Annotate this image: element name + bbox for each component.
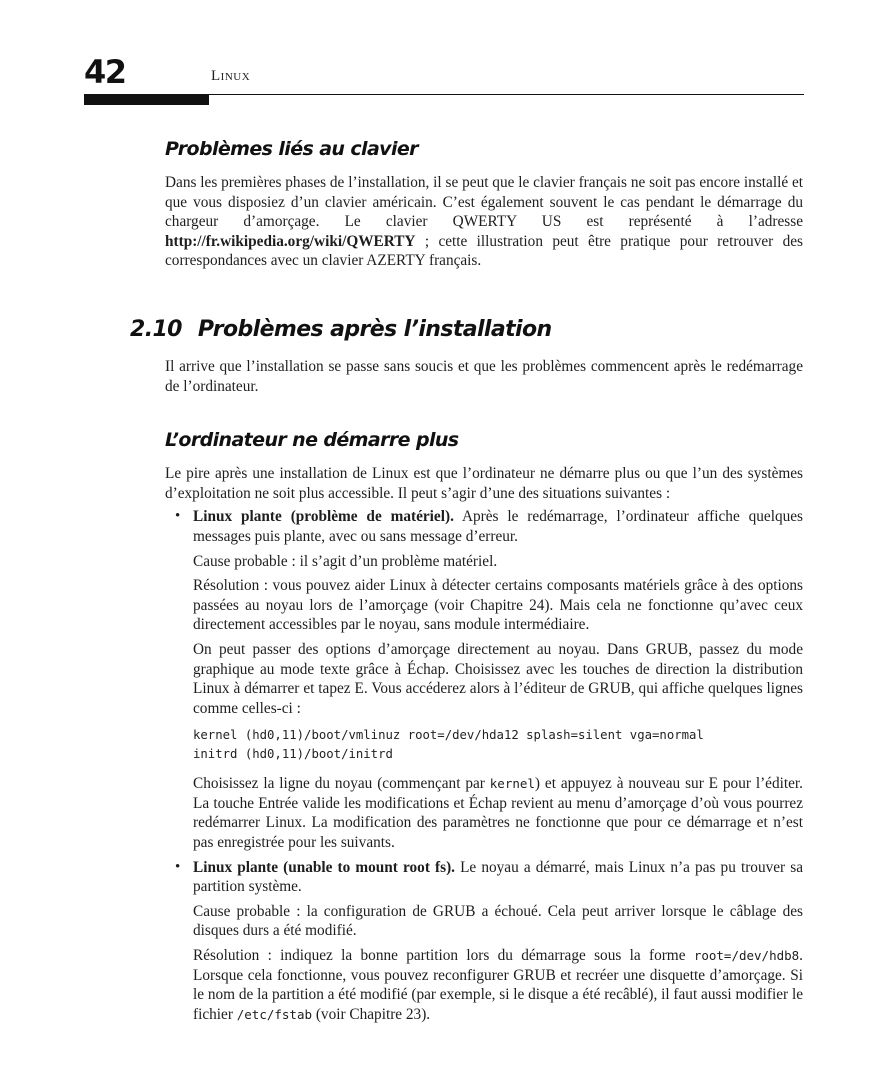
bullet-2-cause: Cause probable : la configuration de GRUB a échoué. Cela peut arriver lorsque le câblage des disques durs a été modifié. xyxy=(193,902,803,940)
section-title: Problèmes après l’installation xyxy=(197,316,552,342)
resolution-text-3: (voir Chapitre 23). xyxy=(312,1005,431,1023)
bullet-1-lead-paragraph xyxy=(193,507,803,546)
kernel-keyword: kernel xyxy=(489,776,535,792)
bullet-1-resolution: Résolution : vous pouvez aider Linux à détecter certains composants matériels grâce à des options passées au noyau lors de l’amorçage (voir Chapitre 24). Mais cela ne fonctionne qu’avec ceux directement accessibles par le noyau, sans module intermédiaire. xyxy=(193,577,803,634)
keyboard-paragraph xyxy=(165,173,803,271)
page-number: 42 xyxy=(84,53,126,91)
bullet-1-after-code xyxy=(193,774,803,852)
keyboard-text-end: ; cette illustration peut être pratique pour retrouver des correspondances avec un clavier AZERTY français. xyxy=(165,232,803,270)
bullet-2-resolution xyxy=(193,946,803,1024)
running-title: Linux xyxy=(211,68,251,84)
bullet-icon: • xyxy=(175,858,181,875)
bullet-2-lead-paragraph xyxy=(193,858,803,897)
section-number: 2.10 xyxy=(130,316,182,342)
section-intro: Il arrive que l’installation se passe sans soucis et que les problèmes commencent après le redémarrage de l’ordinateur. xyxy=(165,357,803,395)
keyboard-text-start: Dans les premières phases de l’installation, il se peut que le clavier français ne soit pas encore installé et que vous disposiez d’un clavier américain. C’est également souvent le cas pendant le démarrage du chargeur d’amorçage. Le clavier QWERTY US est représenté à l’adresse xyxy=(165,174,803,231)
after-code-text-2: ) et appuyez à nouveau sur E pour l’éditer. La touche Entrée valide les modifications et Échap revient au menu d’amorçage d’où vous pourrez redémarrer Linux. La modification des paramètres ne fonctionne que pour ce démarrage et n’est pas enregistrée pour les suivants. xyxy=(193,775,803,852)
bullet-icon: • xyxy=(175,508,181,525)
qwerty-url[interactable]: http://fr.wikipedia.org/wiki/QWERTY xyxy=(165,232,416,250)
after-code-text-1: Choisissez la ligne du noyau (commençant par xyxy=(193,775,490,793)
root-param-code: root=/dev/hdb8 xyxy=(693,948,800,964)
bullet-1-lead: Linux plante (problème de matériel). xyxy=(193,508,454,526)
header-rule-bar xyxy=(84,95,209,105)
code-line: initrd (hd0,11)/boot/initrd xyxy=(193,747,393,762)
no-boot-heading: L’ordinateur ne démarre plus xyxy=(165,429,459,452)
situations-list xyxy=(165,507,803,1024)
bullet-1-cause: Cause probable : il s’agit d’un problème matériel. xyxy=(193,552,498,570)
bullet-2-lead-text: Le noyau a démarré, mais Linux n’a pas pu trouver sa partition système. xyxy=(193,858,803,896)
page-content xyxy=(130,135,803,1029)
section-heading xyxy=(130,315,768,345)
keyboard-heading: Problèmes liés au clavier xyxy=(165,138,418,160)
bullet-1-grub-text: On peut passer des options d’amorçage directement au noyau. Dans GRUB, passez du mode graphique au mode texte grâce à Échap. Choisissez avec les touches de direction la distribution Linux à démarrer et tapez E. Vous accéderez alors à l’éditeur de GRUB, qui affiche quelques lignes comme celles-ci : xyxy=(193,640,803,717)
resolution-text-2: . Lorsque cela fonctionne, vous pouvez reconfigurer GRUB et recréer une disquette d’amorçage. Si le nom de la partition a été modifié (par exemple, si le disque a été recâblé), il faut aussi modifier le fichier xyxy=(193,947,803,1023)
no-boot-intro: Le pire après une installation de Linux est que l’ordinateur ne démarre plus ou que l’un des systèmes d’exploitation ne soit plus accessible. Il peut s’agir d’une des situations suivantes : xyxy=(165,465,803,502)
list-item xyxy=(165,507,803,852)
bullet-2-lead: Linux plante (unable to mount root fs). xyxy=(193,858,455,876)
resolution-text-1: Résolution : indiquez la bonne partition lors du démarrage sous la forme xyxy=(193,947,694,965)
code-line: kernel (hd0,11)/boot/vmlinuz root=/dev/hda12 splash=silent vga=normal xyxy=(193,728,704,743)
grub-code-block xyxy=(193,726,803,764)
bullet-1-lead-text: Après le redémarrage, l’ordinateur affiche quelques messages puis plante, avec ou sans message d’erreur. xyxy=(193,508,803,545)
page-header xyxy=(0,0,885,110)
list-item xyxy=(165,858,803,1025)
fstab-path-code: /etc/fstab xyxy=(236,1006,313,1022)
